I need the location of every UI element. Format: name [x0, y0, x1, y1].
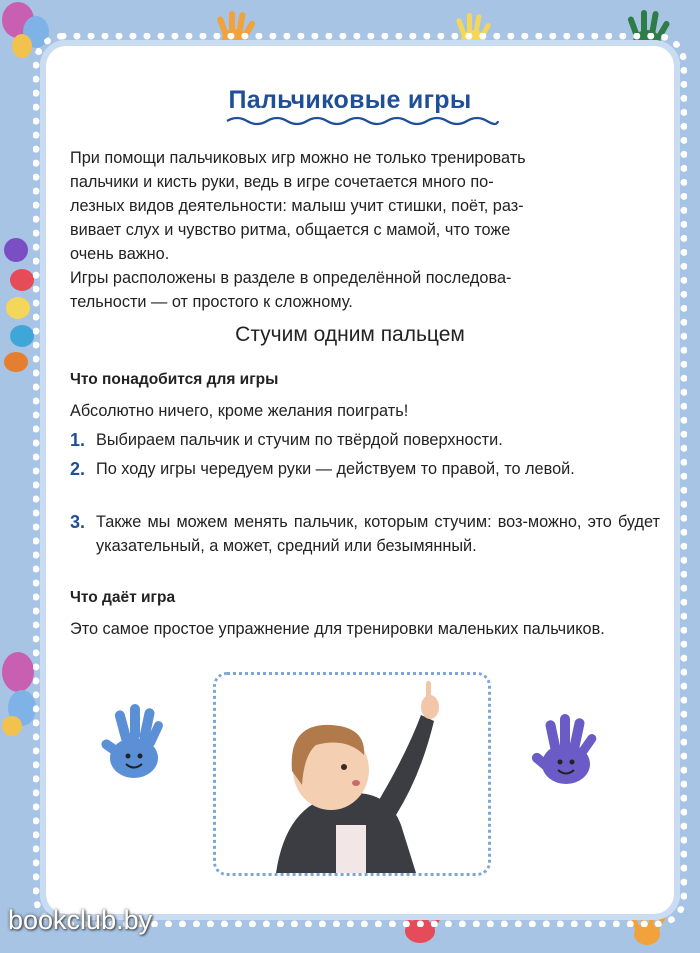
watermark: bookclub.by	[8, 905, 153, 935]
step-text: Выбираем пальчик и стучим по твёрдой поверхности.	[96, 431, 503, 449]
step-item	[70, 457, 660, 481]
step-text: По ходу игры чередуем руки — действуем то правой, то левой.	[96, 460, 575, 478]
intro-line: При помощи пальчиковых игр можно не только тренировать	[70, 149, 526, 167]
butterfly-left-icon	[0, 650, 40, 740]
step-number: 2.	[70, 459, 86, 479]
title-underline-wave	[225, 114, 500, 128]
intro-line: вивает слух и чувство ритма, общается с мамой, что тоже	[70, 221, 511, 239]
intro-line: лезных видов деятельности: малыш учит стишки, поёт, раз-	[70, 197, 524, 215]
purple-smiling-hand-icon	[530, 710, 602, 790]
gives-text: Это самое простое упражнение для тренировки маленьких пальчиков.	[70, 620, 605, 638]
step-text: Также мы можем менять пальчик, которым стучим: воз-можно, это будет указательный, а может, средний или безымянный.	[96, 513, 660, 555]
step-item	[70, 428, 660, 452]
intro-line: тельности — от простого к сложному.	[70, 293, 353, 311]
step-number: 3.	[70, 512, 86, 532]
intro-line: пальчики и кисть руки, ведь в игре сочетается много по-	[70, 173, 494, 191]
needs-heading: Что понадобится для игры	[70, 371, 279, 388]
blue-smiling-hand-icon	[96, 700, 166, 784]
intro-line: Игры расположены в разделе в определённой последова-	[70, 269, 512, 287]
intro-line: очень важно.	[70, 245, 170, 263]
step-number: 1.	[70, 430, 86, 450]
gives-heading: Что даёт игра	[70, 589, 176, 606]
step-item	[70, 510, 660, 558]
game-title: Стучим одним пальцем	[235, 323, 465, 346]
child-photo	[213, 672, 491, 876]
page-title: Пальчиковые игры	[228, 86, 472, 114]
needs-text: Абсолютно ничего, кроме желания поиграть!	[70, 402, 409, 420]
child-pointing-illustration	[216, 675, 488, 873]
